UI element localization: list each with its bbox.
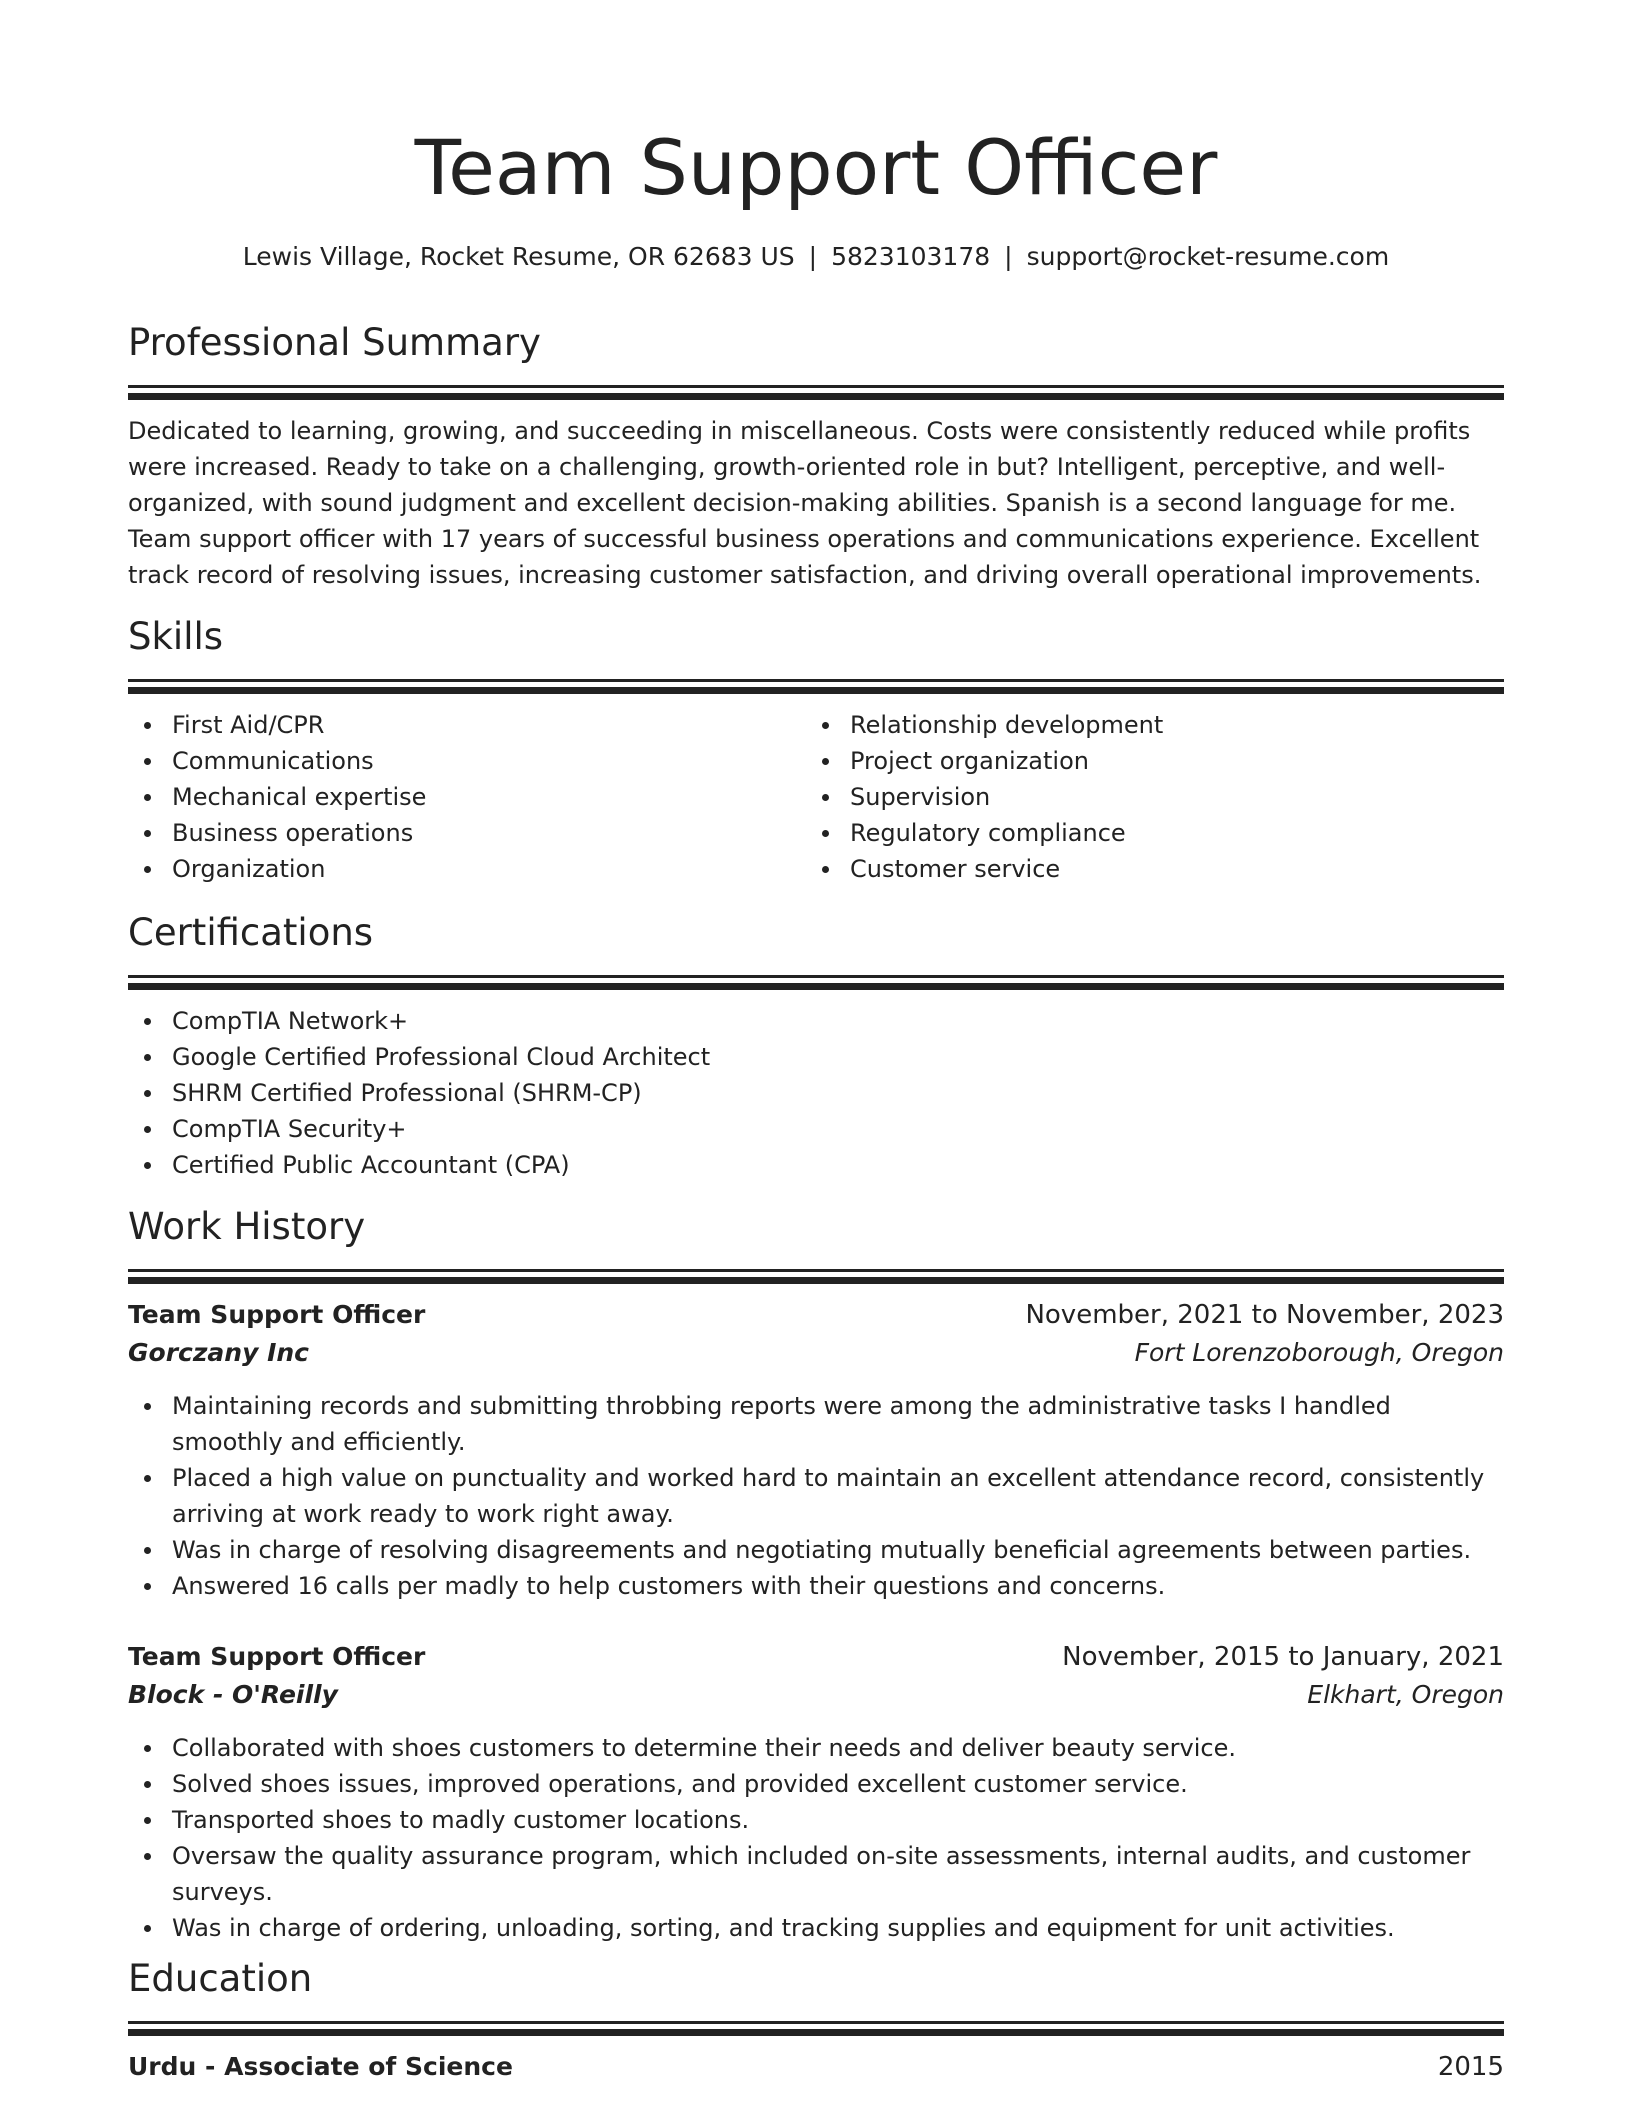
job-entry (128, 1296, 1504, 1604)
job-duty: Solved shoes issues, improved operations, and provided excellent customer service. (172, 1766, 1504, 1802)
skill-item: Communications (172, 743, 806, 779)
section-divider (128, 975, 1504, 978)
contact-line (128, 237, 1504, 277)
job-duties-list (128, 1730, 1504, 1946)
job-duty: Maintaining records and submitting throbbing reports were among the administrative tasks I handled smoothly and efficiently. (172, 1388, 1504, 1460)
section-divider (128, 2029, 1504, 2036)
certification-item: Google Certified Professional Cloud Architect (172, 1039, 1504, 1075)
section-divider (128, 2021, 1504, 2024)
section-title: Professional Summary (128, 321, 541, 364)
section-title: Certifications (128, 911, 374, 954)
contact-address: Lewis Village, Rocket Resume, OR 62683 US (242, 242, 795, 271)
section-divider (128, 679, 1504, 682)
summary-text: Dedicated to learning, growing, and succeeding in miscellaneous. Costs were consistently reduced while profits were increased. Ready to take on a challenging, growth-oriented role in but? Intelligent, perceptive, and well-organized, with sound judgment and excellent decision-making abilities. Spanish is a second language for me. Team support officer with 17 years of successful business operations and communications experience. Excellent track record of resolving issues, increasing customer satisfaction, and driving overall operational improvements. (128, 417, 1482, 589)
skill-item: First Aid/CPR (172, 707, 806, 743)
job-duty: Was in charge of ordering, unloading, sorting, and tracking supplies and equipment for unit activities. (172, 1910, 1504, 1946)
skill-item: Regulatory compliance (850, 815, 1484, 851)
skills-list (806, 707, 1484, 887)
skill-item: Customer service (850, 851, 1484, 887)
job-header-row (128, 1296, 1504, 1334)
education-degree: Urdu - Associate of Science (128, 2052, 513, 2081)
section-divider (128, 393, 1504, 400)
skills-list (128, 707, 806, 887)
candidate-name: Team Support Officer (414, 123, 1218, 212)
job-dates: November, 2021 to November, 2023 (1025, 1300, 1504, 1330)
certification-item: Certified Public Accountant (CPA) (172, 1147, 1504, 1183)
job-duty: Placed a high value on punctuality and worked hard to maintain an excellent attendance record, consistently arriving at work ready to work right away. (172, 1460, 1504, 1532)
skill-item: Project organization (850, 743, 1484, 779)
job-company-row (128, 1676, 1504, 1714)
certifications-list (128, 1003, 1504, 1183)
skills-columns (128, 707, 1504, 887)
job-entry (128, 1638, 1504, 1946)
job-company: Block - O'Reilly (128, 1680, 338, 1709)
certification-item: SHRM Certified Professional (SHRM-CP) (172, 1075, 1504, 1111)
skills-column-right (806, 707, 1484, 887)
skill-item: Business operations (172, 815, 806, 851)
contact-email: support@rocket-resume.com (1026, 242, 1390, 271)
job-header-row (128, 1638, 1504, 1676)
job-location: Fort Lorenzoborough, Oregon (1134, 1338, 1504, 1367)
job-title: Team Support Officer (128, 1300, 426, 1329)
job-title: Team Support Officer (128, 1642, 426, 1671)
job-company-row (128, 1334, 1504, 1372)
job-duty: Transported shoes to madly customer locations. (172, 1802, 1504, 1838)
job-duty: Was in charge of resolving disagreements and negotiating mutually beneficial agreements between parties. (172, 1532, 1504, 1568)
education-section (128, 1954, 1504, 2086)
certifications-section (128, 908, 1504, 1183)
education-entry (128, 2048, 1504, 2086)
skill-item: Supervision (850, 779, 1484, 815)
section-divider (128, 687, 1504, 694)
job-duty: Collaborated with shoes customers to determine their needs and deliver beauty service. (172, 1730, 1504, 1766)
skills-column-left (128, 707, 806, 887)
contact-phone: 5823103178 (831, 242, 991, 271)
contact-separator: | (808, 242, 818, 271)
section-divider (128, 385, 1504, 388)
section-title: Skills (128, 615, 224, 658)
work-history-section (128, 1202, 1504, 1946)
job-company: Gorczany Inc (128, 1338, 309, 1367)
section-divider (128, 983, 1504, 990)
job-location: Elkhart, Oregon (1307, 1680, 1504, 1709)
skill-item: Relationship development (850, 707, 1484, 743)
section-divider (128, 1277, 1504, 1284)
summary-section (128, 318, 1504, 593)
section-title: Work History (128, 1205, 366, 1248)
skill-item: Mechanical expertise (172, 779, 806, 815)
skill-item: Organization (172, 851, 806, 887)
job-duties-list (128, 1388, 1504, 1604)
job-dates: November, 2015 to January, 2021 (1062, 1642, 1504, 1672)
contact-separator: | (1004, 242, 1013, 271)
section-title: Education (128, 1957, 313, 2000)
skills-section (128, 612, 1504, 887)
certification-item: CompTIA Network+ (172, 1003, 1504, 1039)
section-divider (128, 1269, 1504, 1272)
job-duty: Answered 16 calls per madly to help customers with their questions and concerns. (172, 1568, 1504, 1604)
education-year: 2015 (1437, 2052, 1504, 2082)
certification-item: CompTIA Security+ (172, 1111, 1504, 1147)
job-duty: Oversaw the quality assurance program, which included on-site assessments, internal audits, and customer surveys. (172, 1838, 1504, 1910)
